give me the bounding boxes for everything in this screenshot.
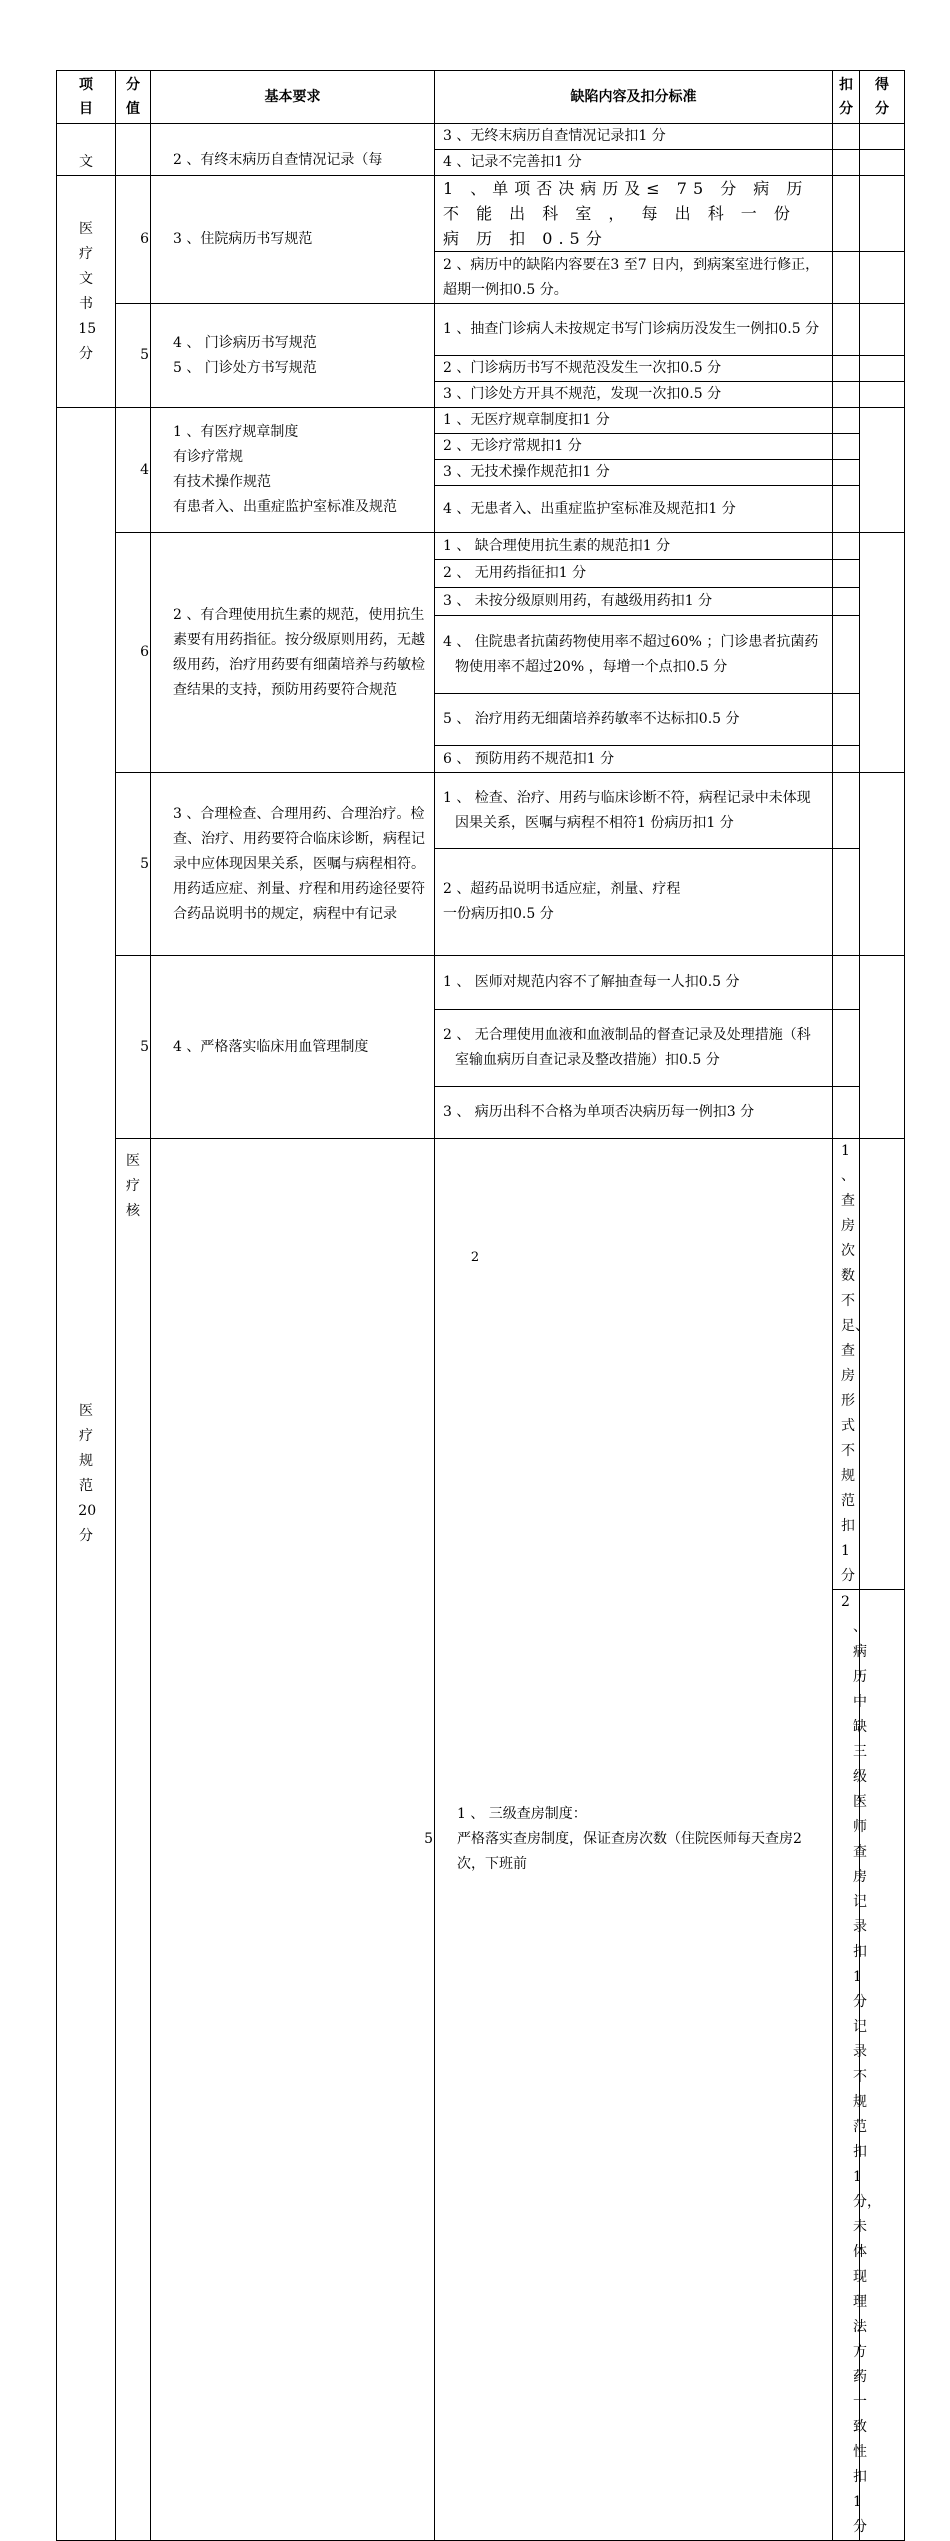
deduct-cell [833, 150, 860, 176]
deduction-cell: 1 、 查房次数不足、查房形式不规范扣1 分 [833, 1139, 860, 1590]
deduct-cell [833, 773, 860, 849]
got-cell [860, 176, 905, 252]
deduct-cell [833, 408, 860, 434]
deduct-cell [833, 252, 860, 304]
deduction-cell: 4 、无患者入、出重症监护室标准及规范扣1 分 [435, 486, 833, 533]
page-number: 2 [470, 1250, 480, 1265]
requirement-cell: 4 、严格落实临床用血管理制度 [151, 956, 435, 1139]
got-cell [860, 150, 905, 176]
deduct-cell [833, 124, 860, 150]
deduct-cell [833, 304, 860, 356]
got-cell [860, 533, 905, 773]
table-row [57, 773, 905, 849]
score-cell: 5 [116, 956, 151, 1139]
deduction-cell: 4 、记录不完善扣1 分 [435, 150, 833, 176]
deduct-cell [833, 356, 860, 382]
deduct-cell [833, 616, 860, 694]
deduction-cell: 1 、无医疗规章制度扣1 分 [435, 408, 833, 434]
requirement-cell: 2 、有终末病历自查情况记录（每 [151, 124, 435, 176]
deduction-cell: 2 、病历中的缺陷内容要在3 至7 日内，到病案室进行修正，超期一例扣0.5 分。 [435, 252, 833, 304]
deduct-cell [833, 1010, 860, 1087]
deduction-cell: 1 、 检查、治疗、用药与临床诊断不符，病程记录中未体现因果关系，医嘱与病程不相符1 份病历扣1 分 [435, 773, 833, 849]
deduction-cell: 3 、门诊处方开具不规范，发现一次扣0.5 分 [435, 382, 833, 408]
requirement-cell: 3 、合理检查、合理用药、合理治疗。检查、治疗、用药要符合临床诊断，病程记录中应体现因果关系，医嘱与病程相符。用药适应症、剂量、疗程和用药途径要符合药品说明书的规定，病程中有记录 [151, 773, 435, 956]
table-row [57, 533, 905, 560]
table-row [57, 124, 905, 150]
score-cell: 5 [151, 1139, 435, 2541]
got-cell [860, 956, 905, 1139]
deduction-cell: 2 、超药品说明书适应症，剂量、疗程 一份病历扣0.5 分 [435, 849, 833, 956]
score-cell: 6 [116, 533, 151, 773]
deduct-cell [833, 849, 860, 956]
deduction-cell: 1 、 缺合理使用抗生素的规范扣1 分 [435, 533, 833, 560]
requirement-cell: 1 、有医疗规章制度 有诊疗常规 有技术操作规范 有患者入、出重症监护室标准及规范 [151, 408, 435, 533]
score-cell: 6 [116, 176, 151, 304]
deduct-cell [833, 382, 860, 408]
header-score: 分值 [116, 71, 151, 124]
got-cell [860, 124, 905, 150]
score-cell [116, 124, 151, 176]
deduction-cell: 1 、抽查门诊病人未按规定书写门诊病历没发生一例扣0.5 分 [435, 304, 833, 356]
project-cell: 医疗规范20分 [57, 408, 116, 2541]
score-cell: 5 [116, 773, 151, 956]
project-cell: 文 [57, 124, 116, 176]
header-deduction: 缺陷内容及扣分标准 [435, 71, 833, 124]
deduct-cell [833, 560, 860, 588]
deduct-cell [833, 533, 860, 560]
requirement-cell: 4 、 门诊病历书写规范 5 、 门诊处方书写规范 [151, 304, 435, 408]
deduct-cell [833, 588, 860, 616]
deduct-cell [833, 434, 860, 460]
deduction-cell: 3 、无技术操作规范扣1 分 [435, 460, 833, 486]
table-row [57, 304, 905, 356]
got-cell [860, 408, 905, 533]
score-cell: 5 [116, 304, 151, 408]
deduction-cell: 2 、无诊疗常规扣1 分 [435, 434, 833, 460]
requirement-cell: 3 、住院病历书写规范 [151, 176, 435, 304]
deduct-cell [833, 460, 860, 486]
deduct-cell [833, 956, 860, 1010]
requirement-cell: 1 、 三级查房制度： 严格落实查房制度，保证查房次数（住院医师每天查房2 次，下班前 [435, 1139, 833, 2541]
got-cell [860, 382, 905, 408]
deduction-cell: 1 、单项否决病历及≤ 75 分 病 历 不 能 出 科 室 ， 每 出 科 一 份 病 历 扣 0.5分 [435, 176, 833, 252]
deduct-cell [833, 176, 860, 252]
table-row [57, 408, 905, 434]
table-row [57, 956, 905, 1010]
got-cell [860, 773, 905, 956]
table-row [57, 1139, 905, 1590]
score-cell: 4 [116, 408, 151, 533]
deduction-cell: 2 、 无用药指征扣1 分 [435, 560, 833, 588]
deduction-cell: 2 、门诊病历书写不规范没发生一次扣0.5 分 [435, 356, 833, 382]
deduction-cell: 2 、 无合理使用血液和血液制品的督查记录及处理措施（科室输血病历自查记录及整改措施）扣0.5 分 [435, 1010, 833, 1087]
requirement-cell: 2 、有合理使用抗生素的规范，使用抗生素要有用药指征。按分级原则用药，无越级用药，治疗用药要有细菌培养与药敏检查结果的支持，预防用药要符合规范 [151, 533, 435, 773]
header-project: 项目 [57, 71, 116, 124]
header-requirement: 基本要求 [151, 71, 435, 124]
deduction-cell: 3 、 未按分级原则用药，有越级用药扣1 分 [435, 588, 833, 616]
deduction-cell: 1 、 医师对规范内容不了解抽查每一人扣0.5 分 [435, 956, 833, 1010]
got-cell [860, 252, 905, 304]
deduction-cell: 3 、无终末病历自查情况记录扣1 分 [435, 124, 833, 150]
deduct-cell [833, 746, 860, 773]
deduct-cell [833, 1087, 860, 1139]
got-cell [860, 304, 905, 356]
project-cell: 医疗核 [116, 1139, 151, 2541]
deduct-cell [833, 486, 860, 533]
deduction-cell: 4 、 住院患者抗菌药物使用率不超过60% ；门诊患者抗菌药物使用率不超过20% ，每增一个点扣0.5 分 [435, 616, 833, 694]
scoring-table [56, 70, 905, 2541]
got-cell [860, 356, 905, 382]
deduct-cell [860, 1139, 905, 1590]
header-row [57, 71, 905, 124]
table-row [57, 176, 905, 252]
deduction-cell: 2 、 病历中缺三级医师查房记录扣1 分记录不规范扣1 分，未体现理法方药一致性扣1 分 [833, 1590, 860, 2541]
deduct-cell [833, 694, 860, 746]
deduction-cell: 6 、 预防用药不规范扣1 分 [435, 746, 833, 773]
deduction-cell: 3 、 病历出科不合格为单项否决病历每一例扣3 分 [435, 1087, 833, 1139]
deduction-cell: 5 、 治疗用药无细菌培养药敏率不达标扣0.5 分 [435, 694, 833, 746]
header-deduct: 扣分 [833, 71, 860, 124]
project-cell: 医疗文书15分 [57, 176, 116, 408]
header-got: 得分 [860, 71, 905, 124]
